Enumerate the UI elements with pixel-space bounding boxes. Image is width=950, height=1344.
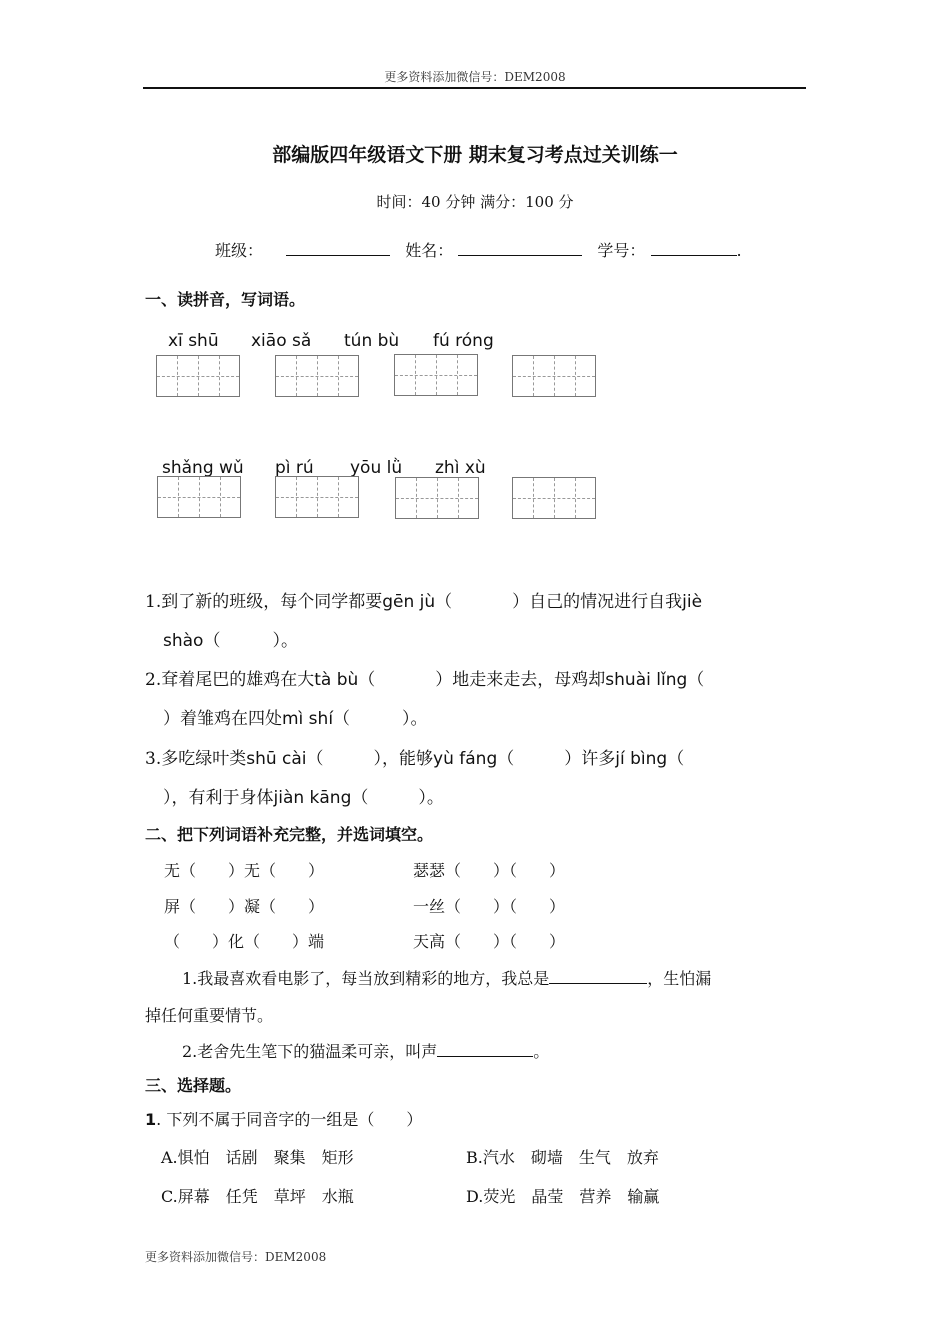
q2-paren2: （ (687, 670, 705, 690)
q2-paren: （ (358, 670, 376, 690)
choice-question-1 (145, 1107, 422, 1130)
q3-text: 3.多吃绿叶类 (145, 749, 247, 769)
q1-paren2: （ (203, 631, 221, 651)
idiom-3: 屏（ ）凝（ ） (164, 897, 325, 916)
section3-heading: 三、选择题。 (145, 1076, 242, 1095)
option-b[interactable]: B.汽水 砌墙 生气 放弃 (466, 1148, 659, 1167)
q3-paren2: （ (497, 749, 515, 769)
q2-text3: ）着雏鸡在四处 (163, 709, 282, 729)
class-blank[interactable] (286, 241, 390, 256)
choice-q1-text: . 下列不属于同音字的一组是（ ） (156, 1110, 423, 1129)
q2-text2: ）地走来走去，母鸡却 (435, 670, 606, 690)
q2-text: 2.耷着尾巴的雄鸡在大 (145, 670, 315, 690)
question-2-line2 (163, 704, 428, 729)
question-3-line2 (163, 783, 444, 808)
q1-text2: ）自己的情况进行自我 (512, 592, 683, 612)
pinyin-2: xiāo sǎ (251, 331, 312, 351)
fill-1-text2: ，生怕漏 (647, 969, 712, 988)
id-blank[interactable] (651, 241, 737, 256)
q3-paren: （ (306, 749, 324, 769)
student-info-row (215, 238, 742, 261)
info-end: . (736, 241, 742, 260)
pinyin-5: shǎng wǔ (162, 458, 244, 478)
pinyin-4: fú róng (433, 331, 494, 351)
pinyin-1: xī shū (168, 331, 219, 351)
fill-1-text: 1.我最喜欢看电影了，每当放到精彩的地方，我总是 (182, 969, 550, 988)
header-text: 更多资料添加微信号：DEM2008 (384, 70, 566, 84)
q2-pinyin3: mì shí (282, 709, 334, 729)
q3-paren3: （ (667, 749, 685, 769)
question-1-line1 (145, 587, 702, 612)
q1-pinyin2: jiè (682, 592, 703, 612)
fill-2-end: 。 (533, 1042, 550, 1061)
fill-sentence-2 (182, 1039, 549, 1062)
option-c[interactable]: C.屏幕 任凭 草坪 水瓶 (161, 1187, 354, 1206)
question-3-line1 (145, 744, 684, 769)
fill-sentence-1-cont: 掉任何重要情节。 (145, 1006, 274, 1025)
q3-pinyin: shū cài (246, 749, 307, 769)
writing-grid[interactable] (395, 477, 479, 519)
q1-paren: （ (435, 592, 453, 612)
idiom-2: 瑟瑟（ ）（ ） (413, 861, 566, 880)
pinyin-8: zhì xù (435, 458, 486, 478)
q2-end: ）。 (402, 709, 428, 729)
option-a[interactable]: A.惧怕 话剧 聚集 矩形 (161, 1148, 354, 1167)
fill-2-text: 2.老舍先生笔下的猫温柔可亲，叫声 (182, 1042, 438, 1061)
page-subtitle: 时间：40 分钟 满分：100 分 (376, 193, 574, 211)
idiom-5: （ ）化（ ）端 (164, 932, 325, 951)
q2-paren3: （ (333, 709, 351, 729)
writing-grid[interactable] (394, 354, 478, 396)
fill-sentence-1 (182, 966, 711, 989)
writing-grid[interactable] (157, 476, 241, 518)
q3-pinyin2: yù fáng (433, 749, 498, 769)
header-rule (143, 87, 806, 89)
q3-end: ）。 (418, 788, 444, 808)
name-label: 姓名： (405, 241, 454, 260)
pinyin-7: yōu lǜ (350, 458, 403, 478)
name-blank[interactable] (458, 241, 582, 256)
q3-paren4: （ (351, 788, 369, 808)
writing-grid[interactable] (275, 355, 359, 397)
id-label: 学号： (597, 241, 646, 260)
fill-blank-1[interactable] (549, 969, 647, 984)
q3-text4: ），有利于身体 (163, 788, 274, 808)
choice-q1-number: 1 (145, 1110, 157, 1129)
writing-grid[interactable] (512, 477, 596, 519)
pinyin-6: pì rú (275, 458, 314, 478)
writing-grid[interactable] (156, 355, 240, 397)
class-label: 班级： (215, 241, 264, 260)
idiom-4: 一丝（ ）（ ） (413, 897, 566, 916)
q3-pinyin3: jí bìng (615, 749, 668, 769)
writing-grid[interactable] (512, 355, 596, 397)
idiom-1: 无（ ）无（ ） (164, 861, 325, 880)
page-header (0, 68, 950, 85)
q3-pinyin4: jiàn kāng (273, 788, 352, 808)
fill-blank-2[interactable] (437, 1042, 533, 1057)
page-footer: 更多资料添加微信号：DEM2008 (145, 1250, 327, 1264)
q1-end: ）。 (272, 631, 298, 651)
question-2-line1 (145, 665, 704, 690)
q1-pinyin3: shào (163, 631, 204, 651)
q2-pinyin2: shuài lǐng (605, 670, 688, 690)
q2-pinyin: tà bù (314, 670, 359, 690)
q3-text2: ），能够 (373, 749, 434, 769)
writing-grid[interactable] (275, 476, 359, 518)
q1-text: 1.到了新的班级，每个同学都要 (145, 592, 383, 612)
question-1-line2 (163, 626, 298, 651)
option-d[interactable]: D.荧光 晶莹 营养 输赢 (466, 1187, 660, 1206)
section2-heading: 二、把下列词语补充完整，并选词填空。 (145, 825, 434, 844)
q1-pinyin: gēn jù (382, 592, 436, 612)
q3-text3: ）许多 (564, 749, 616, 769)
section1-heading: 一、读拼音，写词语。 (145, 290, 306, 309)
pinyin-3: tún bù (344, 331, 400, 351)
idiom-6: 天高（ ）（ ） (413, 932, 566, 951)
page-title: 部编版四年级语文下册 期末复习考点过关训练一 (272, 144, 678, 166)
